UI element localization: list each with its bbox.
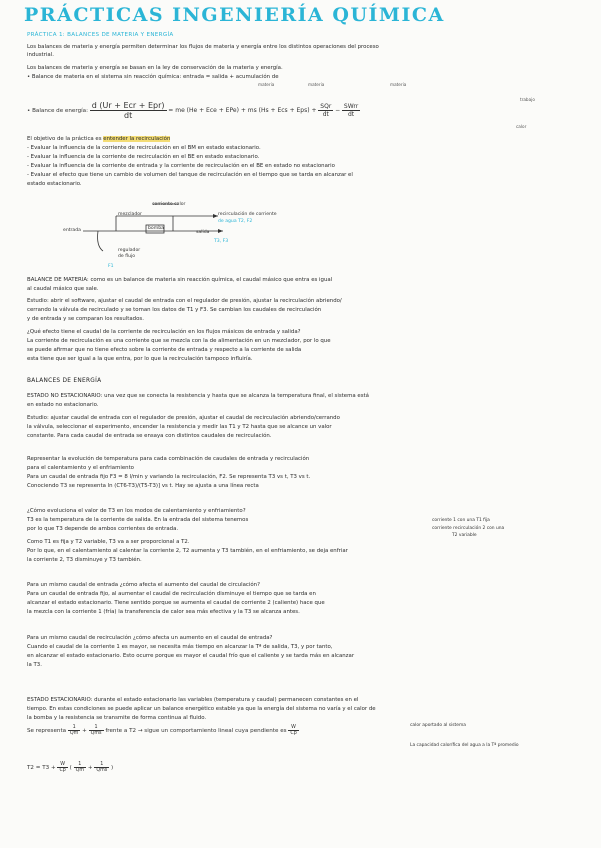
q1-note: corriente recirculación 2 con una: [432, 526, 505, 531]
q1-note: T2 variable: [452, 533, 477, 538]
diagram-label-regulador: regulador: [118, 248, 141, 253]
ss-line: la bomba y la resistencia se transmite de forma continua al fluido.: [27, 715, 207, 721]
ss-frac: $\frac{1}{Qm}$: [69, 725, 79, 736]
energy-balance-eq: [27, 101, 360, 120]
diagram-label-f1: F1: [108, 264, 114, 269]
bm-line: y de entrada y se comparan los resultados.: [27, 316, 144, 322]
ss-frac: $\frac{W}{Cp}$: [290, 725, 297, 736]
q2-line: la mezcla con la corriente 1 (fría) la transferencia de calor sea más efectiva y la T3 se alcanza antes.: [27, 609, 300, 615]
ss-line: ESTADO ESTACIONARIO: durante el estado estacionario las variables (temperatura y caudal) permanecen constantes en el: [27, 697, 359, 703]
diagram-label-flujo: de flujo: [118, 254, 136, 259]
q2-line: Para un mismo caudal de entrada ¿cómo afecta el aumento del caudal de circulación?: [27, 582, 260, 588]
bm-line: esta tiene que ser igual a la que entra, por lo que la recirculación tampoco influiría.: [27, 356, 253, 362]
objective-item: - Evaluar la influencia de la corriente de recirculación en el BM en estado estacionario.: [27, 145, 261, 151]
diagram-label-salida: salida: [196, 230, 210, 235]
bm-line: cerrando la válvula de recirculado y se toman los datos de T1 y F3. Se cambian los caudales de recirculación: [27, 307, 322, 313]
diagram-label-top: corriente calor: [152, 202, 186, 207]
bm-line: ¿Qué efecto tiene el caudal de la corriente de recirculación en los flujos másicos de entrada y salida?: [27, 329, 301, 335]
ss-frac: $\frac{1}{\text{Qms}}$: [90, 725, 102, 736]
eq-label: • Balance de energía:: [27, 108, 88, 114]
section-heading: BALANCES DE ENERGÍA: [27, 378, 102, 384]
q3-line: la T3.: [27, 662, 42, 668]
ss-note: La capacidad calorífica del agua a la Tª promedio: [410, 743, 519, 748]
be-line: la válvula, seleccionar el experimento, encender la resistencia y medir las T1 y T2 hasta que se alcance un valor: [27, 424, 332, 430]
be-line: Estudio: ajustar caudal de entrada con el regulador de presión, ajustar el caudal de recirculación abriendo/cerrando: [27, 415, 340, 421]
q1-line: T3 es la temperatura de la corriente de salida. En la entrada del sistema tenemos: [27, 517, 249, 523]
q1-line: la corriente 2, T3 disminuye y T3 también.: [27, 557, 142, 563]
process-diagram: [58, 196, 288, 276]
be-line: constante. Para cada caudal de entrada se ensaya con distintos caudales de recirculación.: [27, 433, 272, 439]
be-line: ESTADO NO ESTACIONARIO: una vez que se conecta la resistencia y hasta que se alcanza la temperatura final, el sistema está: [27, 393, 369, 399]
repr-line: para el calentamiento y el enfriamiento: [27, 465, 134, 471]
sub-label: materia: [308, 82, 325, 87]
objective-intro: El objetivo de la práctica es entender la recirculación: [27, 136, 171, 142]
final-frac: $\frac{1}{Qm}$: [75, 762, 85, 773]
q2-line: alcanzar el estado estacionario. Tiene sentido porque se aumenta el caudal de corriente 2 (caliente) hace que: [27, 600, 325, 606]
objective-item: - Evaluar la influencia de la corriente de recirculación en el BE en estado estacionario.: [27, 154, 260, 160]
highlight: entender la recirculación: [103, 136, 171, 142]
sub-label: materia: [390, 82, 407, 87]
q1-line: por lo que T3 depende de ambos corrientes de entrada.: [27, 526, 179, 532]
q3-line: Para un mismo caudal de recirculación ¿cómo afecta un aumento en el caudal de entrada?: [27, 635, 273, 641]
page-title: PRÁCTICAS INGENIERÍA QUÍMICA: [24, 4, 445, 26]
bm-line: se puede afirmar que no tiene efecto sobre la corriente de entrada y respecto a la corriente de salida: [27, 347, 302, 353]
diagram-label-recirc: recirculación de corriente: [218, 212, 277, 217]
repr-line: Representar la evolución de temperatura para cada combinación de caudales de entrada y recirculación: [27, 456, 310, 462]
q1-note: corriente 1 con una T1 fija: [432, 518, 490, 523]
bm-line: BALANCE DE MATERIA: como es un balance de materia sin reacción química, el caudal másico que entra es igual: [27, 277, 333, 283]
diagram-label-bomba: bomba: [148, 226, 164, 231]
ss-note: calor aportado al sistema: [410, 723, 466, 728]
q1-line: ¿Cómo evoluciona el valor de T3 en los modos de calentamiento y enfriamiento?: [27, 508, 246, 514]
diagram-label-mezclador: mezclador: [118, 212, 142, 217]
diagram-label-entrada: entrada: [63, 228, 81, 233]
eq-q-fraction: $\frac{\text{SQr}}{dt}$: [320, 103, 332, 118]
eq-rhs: = me (He + Ece + EPe) + ms (Hs + Ecs + Eps) +: [168, 107, 317, 114]
final-frac: $\frac{W}{Cp}$: [59, 762, 66, 773]
eq-w-fraction: $\frac{\text{SWrr}}{dt}$: [343, 103, 359, 118]
regulator-pointer: [98, 231, 103, 251]
eq-minus: −: [335, 107, 341, 114]
page-subtitle: PRÁCTICA 1: BALANCES DE MATERIA Y ENERGÍA: [27, 32, 174, 38]
diagram-label-t3f3: T3, F3: [214, 239, 229, 244]
intro-line: industrial.: [27, 52, 54, 58]
q1-line: Por lo que, en el calentamiento al calentar la corriente 2, T2 aumenta y T3 también, en el enfriamiento, se deja enfriar: [27, 548, 348, 554]
intro-line: Los balances de materia y energía permiten determinar los flujos de materia y energía entre los distintos operaciones del proceso: [27, 44, 379, 50]
eq-fraction: $\frac{\text{d (Ur + Ecr + Epr)}}{dt}$: [91, 101, 165, 120]
q3-line: Cuando el caudal de la corriente 1 es mayor, se necesita más tiempo en alcanzar la Tª de salida, T3, y por tanto,: [27, 644, 333, 650]
final-frac: $\frac{1}{\text{Qms}}$: [96, 762, 108, 773]
arrow-icon: [218, 229, 223, 233]
note-calor: calor: [516, 124, 527, 129]
bm-line: Estudio: abrir el software, ajustar el caudal de entrada con el regulador de presión, ajustar la recirculación abriendo/: [27, 298, 342, 304]
be-line: en estado no estacionario.: [27, 402, 99, 408]
repr-line: Conociendo T3 se representa ln (CT6-T3)/(T5-T3)] vs t. Hay se ajusta a una línea recta: [27, 483, 259, 489]
q2-line: Para un caudal de entrada fijo, al aumentar el caudal de recirculación disminuye el tiempo que se tarda en: [27, 591, 316, 597]
ss-line: tiempo. En estas condiciones se puede aplicar un balance energético estable ya que la energía del sistema no varía y el calor de: [27, 706, 376, 712]
q1-line: Como T1 es fija y T2 variable, T3 va a ser proporcional a T2.: [27, 539, 190, 545]
bm-line: al caudal másico que sale.: [27, 286, 99, 292]
ss-eq-line: Se representa $\frac{1}{Qm}$ + $\frac{1}{\text{Qms}}$ frente a T2 → sigue un comportamiento lineal cuya pendiente es $\frac{W}{Cp}$: [27, 725, 297, 736]
objective-item: - Evaluar el efecto que tiene un cambio de volumen del tanque de recirculación en el tiempo que se tarda en alcanzar el: [27, 172, 353, 178]
note-trabajo: trabajo: [520, 97, 535, 102]
intro-line: • Balance de materia en el sistema sin reacción química: entrada = salida + acumulación de: [27, 74, 279, 80]
objective-item: - Evaluar la influencia de la corriente de entrada y la corriente de recirculación en el BE en estado no estacionario: [27, 163, 335, 169]
bm-line: La corriente de recirculación es una corriente que se mezcla con la de alimentación en un mezclador, por lo que: [27, 338, 331, 344]
diagram-label-recirc2: de agua T2, F2: [218, 219, 253, 224]
final-equation: T2 = T3 + $\frac{W}{Cp}$ ( $\frac{1}{Qm}$ + $\frac{1}{\text{Qms}}$ ): [27, 762, 114, 773]
sub-label: materia: [258, 82, 275, 87]
objective-item: estado estacionario.: [27, 181, 82, 187]
intro-line: Los balances de materia y energía se basan en la ley de conservación de la materia y energía.: [27, 65, 283, 71]
q3-line: en alcanzar el estado estacionario. Esto ocurre porque es mayor el caudal frío que el caliente y se tarda más en alcanzar: [27, 653, 355, 659]
repr-line: Para un caudal de entrada fijo F3 = 8 l/min y variando la recirculación, F2. Se representa T3 vs t, T3 vs t.: [27, 474, 311, 480]
